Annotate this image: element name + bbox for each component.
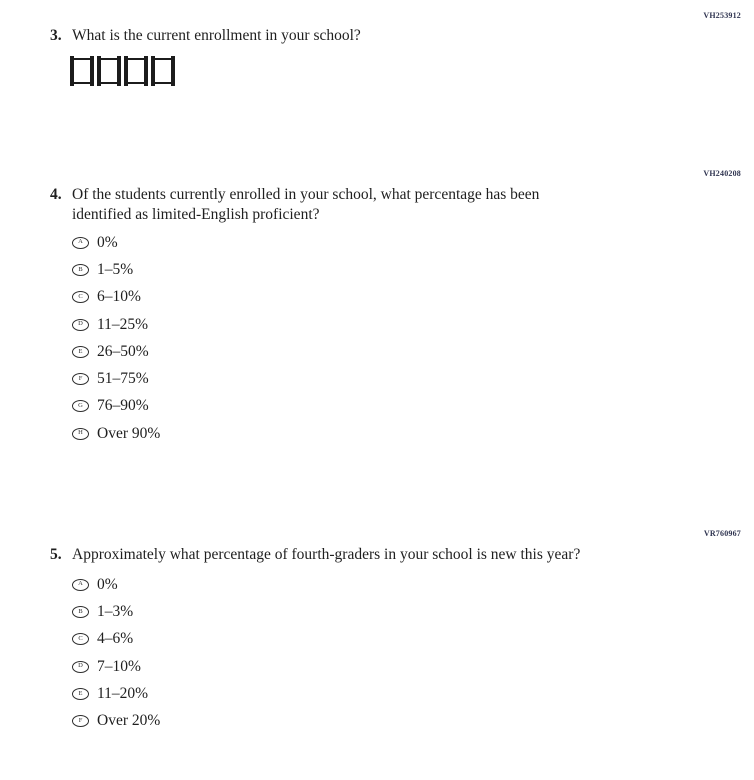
answer-options xyxy=(72,229,160,447)
option-label: 1–5% xyxy=(97,260,134,278)
question-id-code: VH240208 xyxy=(703,169,741,178)
answer-option-row xyxy=(72,707,160,734)
option-label: 4–6% xyxy=(97,630,134,648)
option-label: 26–50% xyxy=(97,342,149,360)
answer-bubble[interactable] xyxy=(72,579,89,591)
question-id-code: VH253912 xyxy=(703,11,741,20)
answer-options xyxy=(72,571,160,735)
option-label: Over 90% xyxy=(97,424,161,442)
question-id-code: VR760967 xyxy=(703,529,741,538)
bubble-letter: B xyxy=(78,265,83,273)
bubble-letter: B xyxy=(78,607,83,615)
option-label: 0% xyxy=(97,575,118,593)
option-label: 1–3% xyxy=(97,602,134,620)
answer-bubble[interactable] xyxy=(72,688,89,700)
answer-option-row xyxy=(72,420,160,447)
option-label: 7–10% xyxy=(97,657,141,675)
option-label: 11–20% xyxy=(97,684,149,702)
digit-entry-box[interactable] xyxy=(70,56,94,86)
digit-entry-box[interactable] xyxy=(97,56,121,86)
answer-option-row xyxy=(72,393,160,420)
option-label: 51–75% xyxy=(97,370,149,388)
answer-bubble[interactable] xyxy=(72,346,89,358)
answer-option-row xyxy=(72,680,160,707)
option-label: 76–90% xyxy=(97,397,149,415)
answer-option-row xyxy=(72,571,160,598)
digit-entry-box[interactable] xyxy=(151,56,175,86)
bubble-letter: D xyxy=(78,662,83,670)
bubble-letter: A xyxy=(78,238,83,246)
bubble-letter: F xyxy=(78,717,83,725)
answer-option-row xyxy=(72,311,160,338)
question-number: 5. xyxy=(50,546,62,563)
answer-option-row xyxy=(72,256,160,283)
answer-option-row xyxy=(72,653,160,680)
question-number: 4. xyxy=(50,186,62,203)
question-text xyxy=(72,185,539,225)
bubble-letter: F xyxy=(78,375,83,383)
answer-bubble[interactable] xyxy=(72,715,89,727)
bubble-letter: H xyxy=(78,429,83,437)
answer-bubble[interactable] xyxy=(72,633,89,645)
question-text xyxy=(72,545,580,565)
answer-bubble[interactable] xyxy=(72,373,89,385)
answer-option-row xyxy=(72,626,160,653)
question-text-line: Of the students currently enrolled in your school, what percentage has been xyxy=(72,186,540,203)
answer-option-row xyxy=(72,229,160,256)
answer-bubble[interactable] xyxy=(72,237,89,249)
bubble-letter: C xyxy=(78,635,83,643)
bubble-letter: D xyxy=(78,320,83,328)
option-label: 0% xyxy=(97,233,118,251)
answer-option-row xyxy=(72,338,160,365)
answer-option-row xyxy=(72,284,160,311)
answer-bubble[interactable] xyxy=(72,264,89,276)
bubble-letter: C xyxy=(78,293,83,301)
option-label: 6–10% xyxy=(97,288,141,306)
option-label: Over 20% xyxy=(97,712,161,730)
option-label: 11–25% xyxy=(97,315,149,333)
question-number: 3. xyxy=(50,27,62,44)
answer-bubble[interactable] xyxy=(72,428,89,440)
digit-entry-box[interactable] xyxy=(124,56,148,86)
answer-option-row xyxy=(72,365,160,392)
answer-bubble[interactable] xyxy=(72,661,89,673)
question-text-line: Approximately what percentage of fourth-graders in your school is new this year? xyxy=(72,546,581,563)
question-text xyxy=(72,26,361,46)
enrollment-digit-boxes xyxy=(70,56,175,86)
bubble-letter: A xyxy=(78,580,83,588)
answer-bubble[interactable] xyxy=(72,400,89,412)
bubble-letter: G xyxy=(78,402,83,410)
bubble-letter: E xyxy=(78,689,83,697)
question-text-line: identified as limited-English proficient? xyxy=(72,206,320,223)
answer-bubble[interactable] xyxy=(72,291,89,303)
answer-bubble[interactable] xyxy=(72,606,89,618)
question-text-line: What is the current enrollment in your school? xyxy=(72,27,361,44)
answer-bubble[interactable] xyxy=(72,319,89,331)
answer-option-row xyxy=(72,598,160,625)
bubble-letter: E xyxy=(78,347,83,355)
